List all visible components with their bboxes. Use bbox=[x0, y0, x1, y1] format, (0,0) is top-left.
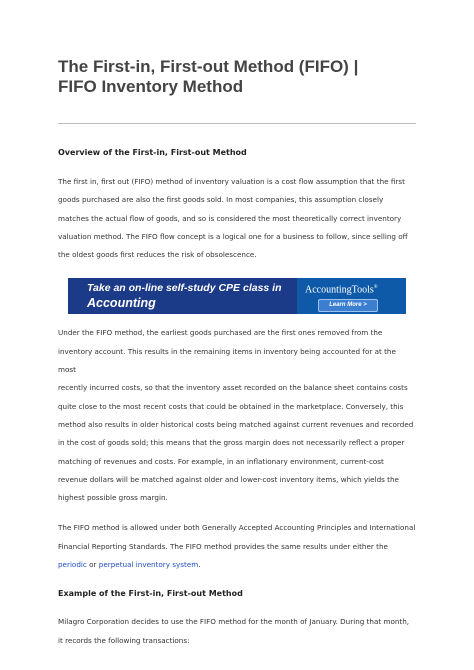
text-line: highest possible gross margin. bbox=[58, 493, 168, 503]
registered-mark: ® bbox=[373, 285, 378, 291]
text-line: recently incurred costs, so that the inventory asset recorded on the balance sheet contains costs bbox=[58, 383, 408, 393]
paragraph-fifo-explanation bbox=[58, 324, 416, 507]
banner-line-2: Accounting bbox=[87, 296, 156, 311]
text-period: . bbox=[198, 560, 201, 570]
text-line: method also results in older historical costs being matched against current revenues and recorded bbox=[58, 419, 414, 429]
title-line-2: FIFO Inventory Method bbox=[58, 77, 244, 96]
text-line: inventory account. This results in the remaining items in inventory being accounted for at the most bbox=[58, 346, 396, 375]
banner-brand-area bbox=[297, 278, 406, 314]
text-line: Milagro Corporation decides to use the FIFO method for the month of January. During that month, bbox=[58, 617, 410, 627]
text-line: valuation method. The FIFO flow concept is a logical one for a business to follow, since selling off bbox=[58, 231, 408, 241]
text-line: matching of revenues and costs. For example, in an inflationary environment, current-cost bbox=[58, 456, 384, 466]
text-line: The FIFO method is allowed under both Generally Accepted Accounting Principles and International bbox=[58, 523, 416, 533]
text-line: it records the following transactions: bbox=[58, 635, 190, 645]
text-line: matches the actual flow of goods, and so is considered the most theoretically correct inventory bbox=[58, 213, 402, 223]
text-line: the oldest goods first reduces the risk of obsolescence. bbox=[58, 250, 257, 260]
text-line: in the cost of goods sold; this means that the gross margin does not necessarily reflect a proper bbox=[58, 438, 405, 448]
banner-line-1: Take an on-line self-study CPE class in bbox=[87, 282, 282, 295]
page-title bbox=[58, 57, 416, 97]
accountingtools-logo bbox=[305, 282, 406, 296]
paragraph-gaap-ifrs bbox=[58, 519, 416, 574]
text-line: The first in, first out (FIFO) method of inventory valuation is a cost flow assumption that the first bbox=[58, 177, 405, 186]
title-line-1: The First-in, First-out Method (FIFO) | bbox=[58, 57, 359, 76]
brand-name: AccountingTools bbox=[305, 284, 374, 296]
banner-text-area bbox=[68, 278, 297, 314]
section-heading-example: Example of the First-in, First-out Method bbox=[58, 589, 243, 599]
text-line: Under the FIFO method, the earliest goods purchased are the first ones removed from the bbox=[58, 328, 383, 338]
learn-more-button[interactable]: Learn More > bbox=[318, 299, 378, 312]
text-line: revenue dollars will be matched against older and lower-cost inventory items, which yields the bbox=[58, 474, 399, 484]
section-heading-overview: Overview of the First-in, First-out Method bbox=[58, 148, 247, 157]
text-line: goods purchased are also the first goods sold. In most companies, this assumption closely bbox=[58, 195, 384, 205]
cpe-ad-banner[interactable] bbox=[68, 278, 406, 314]
periodic-link[interactable]: periodic bbox=[58, 560, 87, 570]
paragraph-overview bbox=[58, 173, 416, 264]
paragraph-example bbox=[58, 613, 416, 650]
text-line: quite close to the most recent costs that could be obtained in the marketplace. Conversely, this bbox=[58, 401, 404, 411]
text-or: or bbox=[86, 560, 99, 570]
perpetual-inventory-link[interactable]: perpetual inventory system bbox=[98, 560, 199, 570]
title-divider bbox=[58, 123, 416, 124]
text-line: Financial Reporting Standards. The FIFO method provides the same results under either the bbox=[58, 541, 388, 551]
